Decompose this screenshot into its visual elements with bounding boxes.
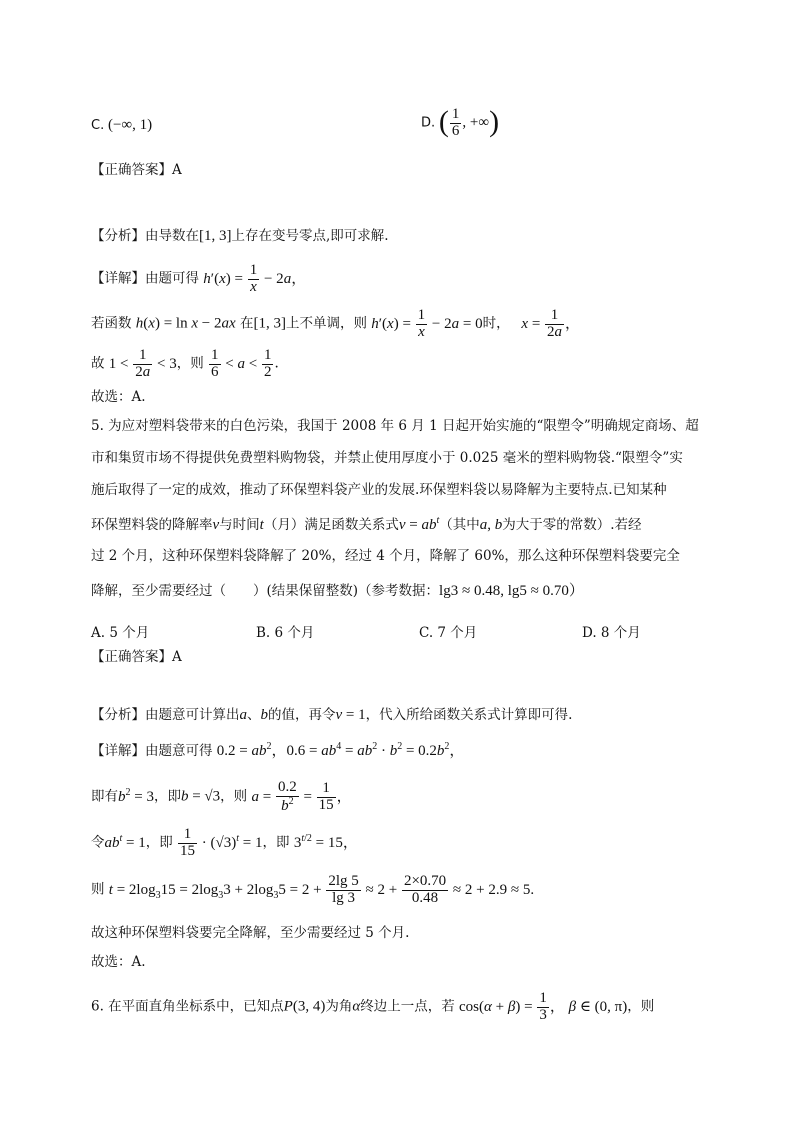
q5-conclusion: 故选：A.: [91, 954, 146, 970]
q5-detail-3: 令$ab^t = 1$，即 $\frac{1}{15}$ · $(√3)^t = 1$，即 $3^{t/2} = 15$，: [91, 826, 358, 859]
q5-answer: 【正确答案】A: [91, 649, 182, 665]
q5-detail-4: 则 $t = 2\log_315 = 2\log_33 + 2\log_35 = 2$ + $\frac{2\lg 5}{\lg 3}$ ≈ 2 + $\frac{2\times 0.70}{0.48}$ ≈ 2 + 2.9 ≈ 5.: [91, 873, 535, 906]
q5-detail-1: 【详解】由题意可得 $0.2 = ab^2$，$0.6 = ab^4 = ab^2 \cdot b^2 = 0.2b^2$，: [91, 741, 465, 759]
q5-stem-line-2: 市和集贸市场不得提供免费塑料购物袋，并禁止使用厚度小于 0.025 毫米的塑料购物袋.“限塑令”实: [91, 450, 683, 466]
q5-stem-line-1: 5. 为应对塑料袋带来的白色污染，我国于 2008 年 6 月 1 日起开始实施的“限塑令”明确规定商场、超: [91, 418, 699, 434]
q5-stem-line-4: 环保塑料袋的降解率v与时间t（月）满足函数关系式$v = ab^t$（其中a, b为大于零的常数）.若经: [91, 515, 642, 533]
q5-option-d: D. 8 个月: [582, 625, 641, 641]
q5-stem-line-3: 施后取得了一定的成效，推动了环保塑料袋产业的发展.环保塑料袋以易降解为主要特点.已知某种: [91, 482, 667, 498]
q5-stem-line-6: 降解，至少需要经过（ ）(结果保留整数)（参考数据：lg3 ≈ 0.48, lg5 ≈ 0.70）: [91, 583, 584, 599]
option-d-label: D.: [421, 115, 436, 131]
q4-analysis: 【分析】由导数在[1, 3]上存在变号零点,即可求解.: [91, 228, 389, 244]
option-d-rest: , +∞: [462, 114, 490, 131]
q5-stem-line-5: 过 2 个月，这种环保塑料袋降解了 20%，经过 4 个月，降解了 60%，那么这种环保塑料袋要完全: [91, 548, 680, 564]
q4-answer: 【正确答案】A: [91, 162, 182, 178]
q4-conclusion: 故选：A.: [91, 389, 146, 405]
q5-option-c: C. 7 个月: [419, 625, 478, 641]
q4-detail-2: 若函数 h(x) = ln x − 2ax 在[1, 3]上不单调，则 h′(x) = $\frac{1}{x}$ − 2a = 0时， x = $\frac{1}{2a}$ ，: [91, 307, 581, 340]
q5-detail-5: 故这种环保塑料袋要完全降解，至少需要经过 5 个月.: [91, 925, 410, 941]
option-c: [91, 117, 152, 134]
q5-analysis: 【分析】由题意可计算出a、b的值，再令v = 1，代入所给函数关系式计算即可得.: [91, 707, 573, 723]
q6-stem-line-1: 6. 在平面直角坐标系中，已知点P(3, 4)为角α终边上一点，若 cos(α + β) = $\frac{1}{3}$ ， β ∈ (0, π)，则: [91, 990, 655, 1023]
option-d: D. ( $\frac{1}{6}$ , +∞): [421, 105, 500, 139]
fraction-one-sixth: $\frac{1}{6}$: [451, 105, 460, 139]
q4-detail-1: 【详解】由题可得 h′(x) = $\frac{1}{x}$ − 2a，: [91, 262, 307, 295]
q4-detail-3: 故 1 < $\frac{1}{2a}$ < 3，则 $\frac{1}{6}$ < a < $\frac{1}{2}$ .: [91, 347, 279, 380]
q5-option-a: A. 5 个月: [91, 625, 150, 641]
option-c-label: C.: [91, 118, 105, 133]
q5-option-b: B. 6 个月: [256, 625, 315, 641]
option-c-value: (−∞, 1): [107, 117, 153, 133]
q5-detail-2: 即有$b^2 = 3$，即b = √3，则 a = $\frac{0.2}{b^2}$ = $\frac{1}{15}$ ，: [91, 779, 352, 814]
